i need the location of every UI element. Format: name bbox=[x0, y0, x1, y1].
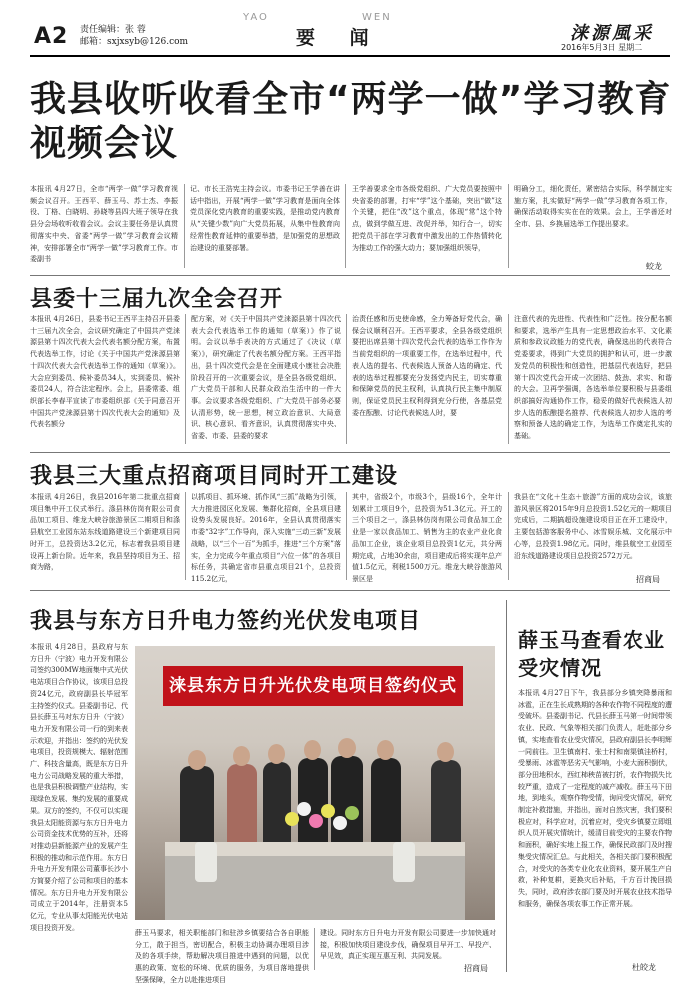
column-divider bbox=[346, 314, 347, 444]
lead-col-2: 记、市长王浩宪主持会议。市委书记王学善在讲话中指出，开展“两学一做”学习教育是面向全体党员深化党内教育的重要实践，是推动党内教育从“关键少数”向广大党员拓展，从集中性教育向经常性教育延伸的重要举措，是加强党的思想政治建设的重要部署。 bbox=[190, 185, 340, 252]
column-divider bbox=[508, 314, 509, 444]
person-head bbox=[377, 740, 394, 760]
lead-signature: 蛟龙 bbox=[646, 262, 662, 271]
xue-headline: 薛玉马查看农业受灾情况 bbox=[518, 628, 665, 680]
lead-headline: 我县收听收看全市“两学一做”学习教育视频会议 bbox=[30, 79, 672, 164]
section-divider bbox=[30, 275, 670, 276]
column-divider bbox=[508, 184, 509, 268]
editor-label: 责任编辑：张 蓉 bbox=[80, 25, 146, 35]
column-divider bbox=[346, 492, 347, 580]
solar-signature: 招商局 bbox=[464, 964, 488, 973]
solar-col-3: 建设。同时东方日升电力开发有限公司要进一步加快通对接，积极加快项目建设步伐，确保项目早开工、早投产、早见效，真正实现互惠互利、共同发展。 bbox=[320, 929, 496, 961]
article-divider bbox=[506, 600, 507, 972]
email-label: 邮箱：sxjxsyb@126.com bbox=[80, 37, 189, 47]
section-divider bbox=[30, 590, 670, 591]
invest-col-4: 我县在“文化＋生态＋旅游”方面的成功会议，该旅游风景区将2015年9月总投资1.52亿元的一期项目完成后，二期搞超设施建设项目正在开工建设中，主要包括游客服务中心、冰雪娱乐城、文化展示中心等，总投资1.98亿元。同时，维县航空工业园至沿东线道路建设项目总投资2572万元。 bbox=[514, 493, 672, 560]
section-pinyin-2: WEN bbox=[362, 12, 392, 23]
flower-decoration bbox=[297, 802, 311, 816]
plenary-col-4: 注意代表的先进性、代表性和广泛性。按分配名额和要求，选举产生具有一定思想政治水平、文化素质和参政议政能力的党代表，确保选出的代表符合党委要求，得到广大党员的拥护和认可，进一步激发党员的积极性和创造性，把基层代表选好，把县第十四次党代会开成一次团结、鼓劲、求实、和谐的大会。卫再学强调，各选举单位要积极与县委组织部搞好沟通协作工作，稳妥的做好代表候选人初步人选的酝酿提名推荐、代表候选人初步人选的考察和预备人选的确定工作，为选举工作奠定扎实的基础。 bbox=[514, 315, 672, 441]
newspaper-name: 涞源風采 bbox=[570, 23, 654, 44]
page-number: A2 bbox=[34, 24, 69, 49]
person-head bbox=[338, 738, 356, 758]
column-divider bbox=[345, 184, 346, 268]
flower-decoration bbox=[345, 806, 359, 820]
column-divider bbox=[184, 184, 185, 268]
plenary-col-2: 配方案，对《关于中国共产党涞源县第十四次代表大会代表选举工作的通知（草案）》作了说明。会议以举手表决的方式通过了《决议（草案）》，研究确定了代表名额分配方案。王西平指出，县十四次党代会是在全面建成小康社会决胜阶段召开的一次重要会议，是全县各级党组织、广大党员干部和人民群众政治生活中的一件大事。会议要求各级党组织、广大党员干部务必要认清形势，统一思想，树立政治意识、大局意识、核心意识、看齐意识，认真贯彻落实中央、省委、市委、县委的要求 bbox=[191, 315, 341, 441]
person-head bbox=[188, 750, 206, 770]
xue-body: 本报讯 4月27日下午，我县部分乡镇突降暴雨和冰雹，正在生长成熟期的各种农作物不同程度的遭受破坏。县委副书记、代县长薛玉马第一时间带领农业、民政、气象等相关部门负责人，赶赴部分乡镇，实地查看农业受灾情况，县政府副县长李明辉一同前往。卫生镇南村、张士村和南渠镇洼桥村，受暴雨、冰雹等恶劣天气影响，小麦大面积倒伏，部分田地积水，西红柿秧苗被打折，农作物损失比较严重，造成了一定程度的减产减收。薛玉马下田地，到地头，观察作物受情，询问受灾情况，研究制定补救措施，并指出，面对自然灾害，我们要积极应对，科学应对，沉着应对，受灾乡镇要立即组织人员开展灾情统计，缓清目前受灾的主要农作物和面积，确好实地上报工作，确保民政部门及时搜集受灾情况汇总。与此相关，各相关部门要积极配合，对受灾的各类专业化农业资料，要开展生产自救，补种复耕，更换灾后补贴，千方百计挽回损失，同时，政府涉农部门要及时开展农业技术指导和服务，确保各项农事工作正常开展。 bbox=[518, 689, 672, 908]
photo-banner: 涞县东方日升光伏发电项目签约仪式 bbox=[163, 666, 463, 706]
lead-col-1: 本报讯 4月27日，全市“两学一做”学习教育视频会议召开。王西平、薛玉马、苏士杰、李振役、丁格、白晓明、孙晓等县四大班子领导在我县分会场收听收看会议。会议主要任务是认真贯彻落实中央、省委“两学一做”学习教育会议精神，安排部署全市“两学一做”学习教育工作。市委副书 bbox=[30, 185, 178, 264]
person-figure bbox=[331, 756, 363, 856]
plenary-col-3: 治责任感和历史使命感，全力筹备好党代会，确保会议顺利召开。王西平要求，全县各级党组织要把出席县第十四次党代会代表的选举工作作为当前党组织的一项重要工作，在选举过程中，代表人选的提名、代表候选人预备人选的确定、代表的选举过程都要充分发扬党内民主，切实尊重和保障党员的民主权利，认真执行民主集中制原则，保证党员民主权利得到充分行使，各基层党委在酝酿、讨论代表候选人时，要 bbox=[352, 315, 502, 417]
invest-headline: 我县三大重点招商项目同时开工建设 bbox=[30, 464, 399, 489]
person-head bbox=[233, 746, 250, 766]
invest-col-3: 其中，省级2个，市级3个，县级16个，全年计划累计工项目9个，总投资为51.3亿元。开工的三个项目之一，涤县林仿岗有限公司食品加工企业是一家以食品加工、销售为主的农业产业化食品加工企业，该企业项目总投资1亿元，共分两期完成，占地30余亩，项目建成后将实现年总产值1.5亿元，利税1500万元。维龙大峡谷旅游风景区是 bbox=[352, 493, 502, 583]
column-divider bbox=[185, 314, 186, 444]
solar-col-2: 薛玉马要求，相关职能部门和驻涉乡镇要结合各自职能分工，散于担当，密切配合，积极主动协调办理项目涉及的各项手续，帮助解决项目推进中遇到的问题，以优惠的政策、宽松的环境、优质的服务，为项目落地提供坚强保障，全力以赴推进项目 bbox=[135, 929, 309, 984]
section-title: 要 闻 bbox=[296, 27, 383, 49]
invest-col-2: 以抓项目、抓环境、抓作风“三抓”战略为引领，大力推进园区化发展、集群化招商，全县项目建设势头发展良好。2016年，全县认真贯彻落实市委“32字”工作导向，深入实施“三动三新”发展战略，以“三个一百”为抓手，推进“三个方案”落实，全力完成今年重点项目“六位一体”的各项目标任务，共确定省市县重点项目21个，总投资115.2亿元， bbox=[191, 493, 341, 583]
lead-col-4: 明确分工，细化责任，紧密结合实际，科学制定实施方案，扎实做好“两学一做”学习教育各项工作，确保活动取得实实在在的效果。会上，王学善还对全市、县、乡换届选举工作提出要求。 bbox=[514, 185, 672, 229]
person-head bbox=[268, 744, 285, 764]
solar-col-1: 本报讯 4月28日，县政府与东方日升（宁波）电力开发有限公司签约300MW地面集中式光伏电站项目合作协议，该项目总投资24亿元，政府副县长毕冠军主持签约仪式。县委副书记、代县长薛玉马对东方日升（宁波）电力开发有限公司一行的到来表示欢迎，并指出：签约的光伏发电项目，投资规模大、辐射范围广、科技含量高，既是东方日升电力公司战略发展的重大举措，也是我县积极调整产业结构，实现绿色发展、集约发展的重要成果。双方的签约，不仅可以实现我县太阳能资源与东方日升电力公司资金技术优势的互补，还将对推动县新能源产业的发展产生积极的推动和示范作用。东方日升电力开发有限公司董事长沙小方简要介绍了公司和项目的基本情况。东方日升电力开发有限公司成立于2014年，注册资本5亿元，专业从事太阳能光伏电站项目投资开发。 bbox=[30, 643, 128, 932]
signing-ceremony-photo bbox=[135, 646, 495, 920]
header-rule bbox=[30, 55, 670, 57]
flower-decoration bbox=[285, 812, 299, 826]
invest-col-1: 本报讯 4月26日，我县2016年第二批重点招商项目集中开工仪式举行。涤县林仿岗有限公司食品加工项目、维龙大峡谷旅游景区二期项目和涤县航空工业园东站东线道路建设三个新建项目同时开工，总投资达3.2亿元，标志着我县项目建设再上新台阶。近年来，我县坚持项目为王、招商为路， bbox=[30, 493, 180, 572]
xue-signature: 杜皎龙 bbox=[632, 963, 656, 972]
plenary-col-1: 本报讯 4月26日，县委书记王西平主持召开县委十三届九次全会，会议研究确定了中国共产党涞源县第十四次代表大会代表名额分配方案，布置代表选举工作，讨论《关于中国共产党涞源县第十四次代表大会代表选举工作的通知（草案）》。大会应到委员、候补委员34人，实到委员、候补委员24人，符合法定程序。会上，县委常委、组织部长李春平宣读了市委组织部《关于同意召开中国共产党涞源县第十四次代表大会的通知》及代表名额分 bbox=[30, 315, 180, 429]
invest-signature: 招商局 bbox=[636, 575, 660, 584]
person-head bbox=[304, 740, 321, 760]
lead-col-3: 王学善要求全市各级党组织、广大党员要按照中央省委的部署，打牢“学”这个基础，突出“做”这个关键，把住“改”这个重点，体现“常”这个特点，做到学做互进、改促并举，知行合一，切实把党员干部在学习教育中激发出的工作热情转化为推动工作的强大动力；要加强组织领导， bbox=[352, 185, 502, 252]
solar-headline: 我县与东方日升电力签约光伏发电项目 bbox=[30, 609, 422, 634]
plenary-headline: 县委十三届九次全会召开 bbox=[30, 287, 284, 312]
section-pinyin-1: YAO bbox=[243, 12, 269, 23]
column-divider bbox=[508, 492, 509, 580]
flower-decoration bbox=[321, 804, 335, 818]
nameplate bbox=[195, 842, 217, 882]
nameplate bbox=[393, 842, 415, 882]
issue-date: 2016年5月3日 星期二 bbox=[561, 43, 643, 52]
column-divider bbox=[185, 492, 186, 580]
flower-decoration bbox=[333, 816, 347, 830]
flower-decoration bbox=[309, 814, 323, 828]
editor-info bbox=[80, 24, 188, 48]
section-divider bbox=[30, 452, 670, 453]
person-head bbox=[437, 742, 454, 762]
column-divider bbox=[314, 928, 315, 970]
